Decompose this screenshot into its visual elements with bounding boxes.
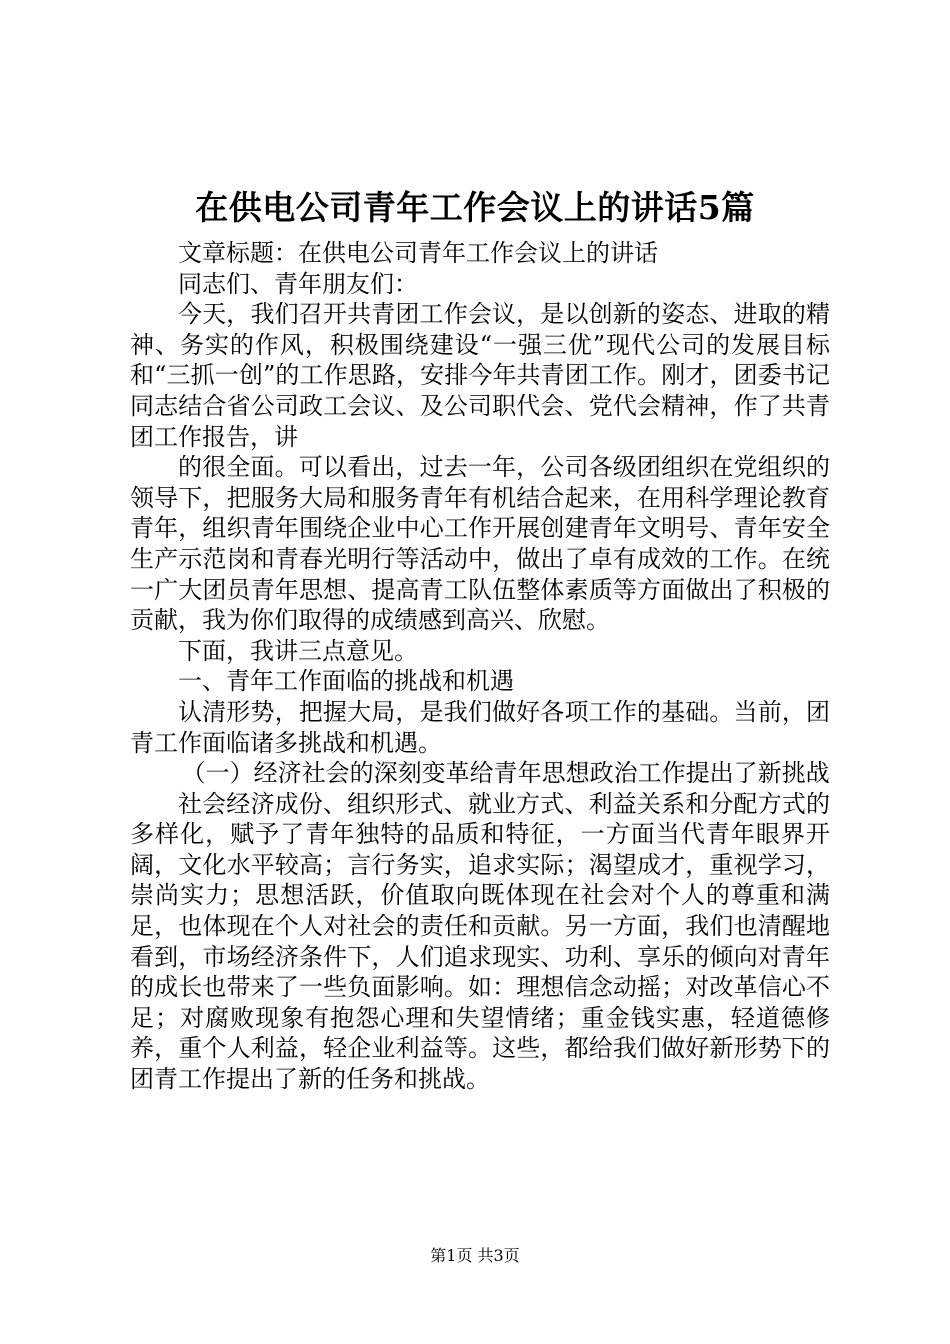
paragraph-three-points: 下面，我讲三点意见。: [178, 636, 418, 665]
paragraph-achievements: 的很全面。可以看出，过去一年，公司各级团组织在党组织的领导下，把服务大局和服务青年有机结合起来，在用科学理论教育青年，组织青年围绕企业中心工作开展创建青年文明号、青年安全生产示范岗和青春光明行等活动中，做出了卓有成效的工作。在统一广大团员青年思想、提高青工队伍整体素质等方面做出了积极的贡献，我为你们取得的成绩感到高兴、欣慰。: [130, 453, 830, 635]
page-number: 第1页 共3页: [430, 1246, 520, 1265]
paragraph-social-change: 社会经济成份、组织形式、就业方式、利益关系和分配方式的多样化，赋予了青年独特的品质和特征，一方面当代青年眼界开阔，文化水平较高；言行务实，追求实际；渴望成才，重视学习，崇尚实力；思想活跃，价值取向既体现在社会对个人的尊重和满足，也体现在个人对社会的责任和贡献。另一方面，我们也清醒地看到，市场经济条件下，人们追求现实、功利、享乐的倾向对青年的成长也带来了一些负面影响。如：理想信念动摇；对改革信心不足；对腐败现象有抱怨心理和失望情绪；重金钱实惠，轻道德修养，重个人利益，轻企业利益等。这些，都给我们做好新形势下的团青工作提出了新的任务和挑战。: [130, 789, 830, 1094]
document-title: 在供电公司青年工作会议上的讲话5篇: [195, 188, 755, 227]
article-title-line: 文章标题：在供电公司青年工作会议上的讲话: [178, 239, 658, 267]
section-heading-1: 一、青年工作面临的挑战和机遇: [178, 667, 514, 696]
paragraph-intro: 今天，我们召开共青团工作会议，是以创新的姿态、进取的精神、务实的作风，积极围绕建设“一强三优”现代公司的发展目标和“三抓一创”的工作思路，安排今年共青团工作。刚才，团委书记同志结合省公司政工会议、及公司职代会、党代会精神，作了共青团工作报告，讲: [130, 300, 830, 451]
paragraph-situation: 认清形势，把握大局，是我们做好各项工作的基础。当前，团青工作面临诸多挑战和机遇。: [130, 697, 830, 757]
document-body: [130, 238, 830, 1095]
salutation: 同志们、青年朋友们：: [178, 269, 418, 298]
subsection-heading-1: （一）经济社会的深刻变革给青年思想政治工作提出了新挑战: [181, 759, 830, 788]
